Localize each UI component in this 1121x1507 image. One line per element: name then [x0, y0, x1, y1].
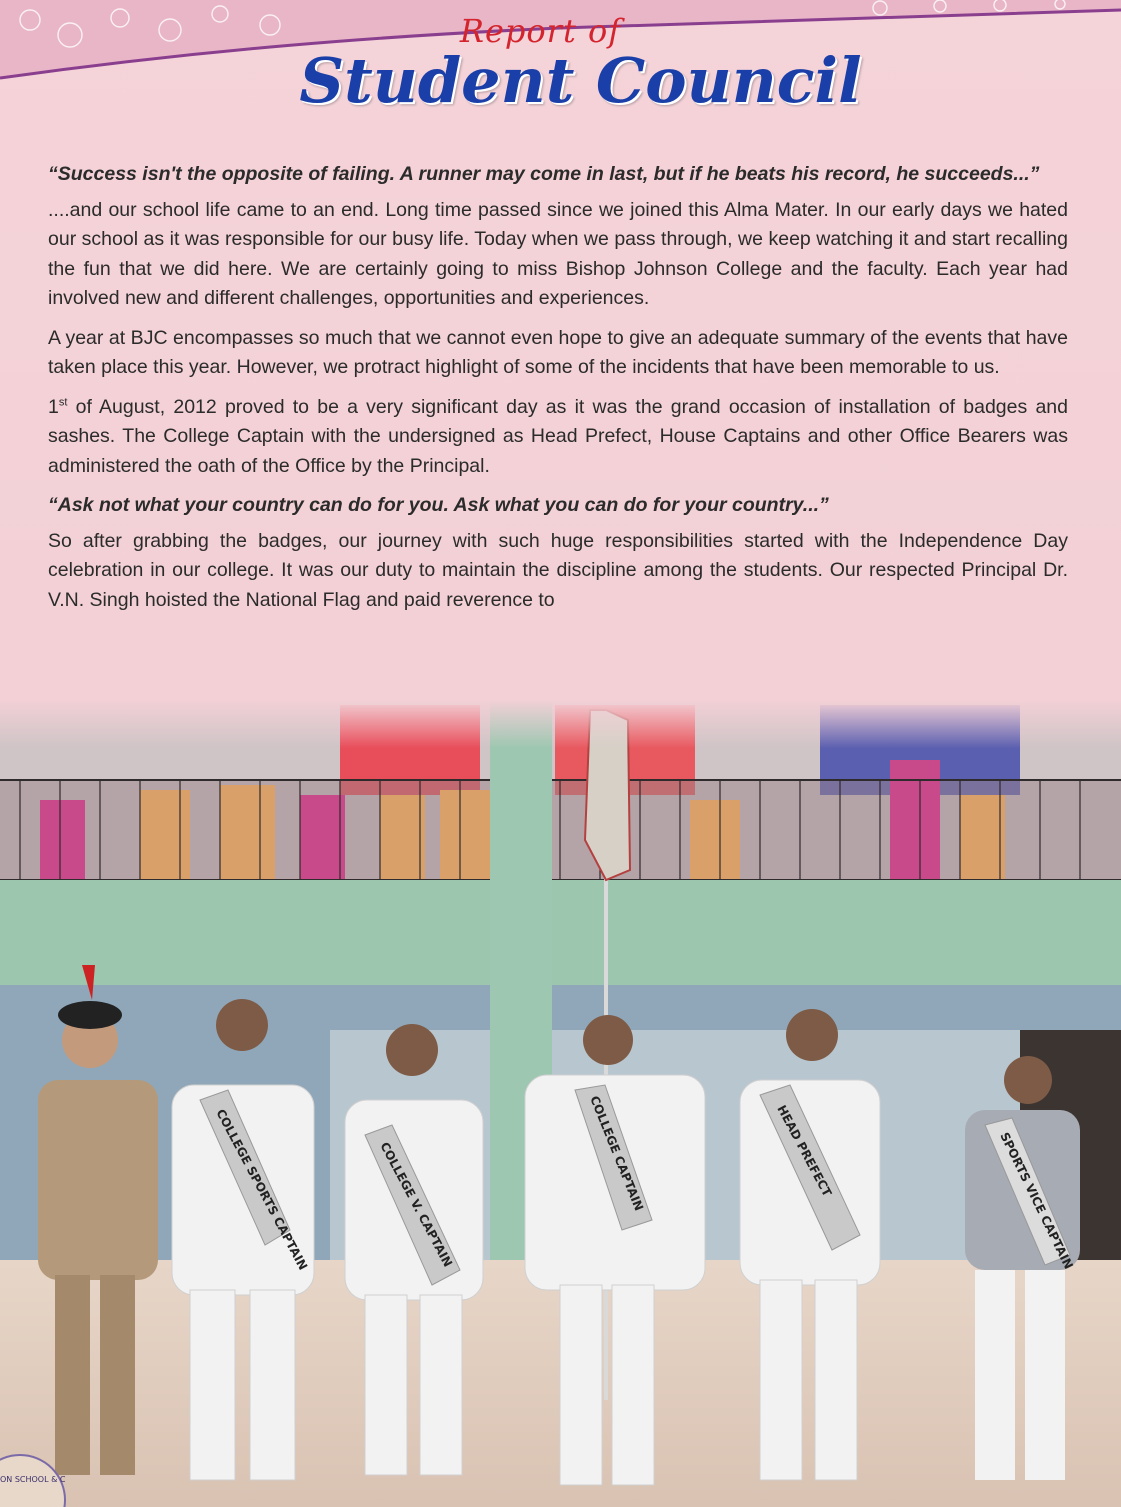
article-body — [48, 160, 1068, 625]
paragraph-2: A year at BJC encompasses so much that we cannot even hope to give an adequate summary of the events that have taken place this year. However, we protract highlight of some of the incidents that have been memorable to us. — [48, 326, 1068, 378]
paragraph-3-text: of August, 2012 proved to be a very significant day as it was the grand occasion of installation of badges and sashes. The College Captain with the undersigned as Head Prefect, House Captains and other Office Bearers was administered the oath of the Office by the Principal. — [48, 395, 1068, 477]
paragraph-1: ....and our school life came to an end. Long time passed since we joined this Alma Mater. In our early days we hated our school as it was responsible for our busy life. Today when we pass through, we keep watching it and start recalling the fun that we did here. We are certainly going to miss Bishop Johnson College and the faculty. Each year had involved new and different challenges, opportunities and experiences. — [48, 198, 1068, 309]
opening-quote: “Success isn't the opposite of failing. A runner may come in last, but if he beats his record, he succeeds...” — [48, 163, 1040, 185]
paragraph-3-day: 1 — [48, 395, 59, 418]
paragraph-3 — [48, 393, 1068, 482]
country-quote: “Ask not what your country can do for you. Ask what you can do for your country...” — [48, 494, 829, 516]
title-report-of: Report of — [459, 12, 622, 50]
paragraph-3-suffix: st — [58, 396, 68, 408]
title-student-council: Student Council — [299, 44, 862, 117]
group-photo — [0, 700, 1121, 1507]
paragraph-4: So after grabbing the badges, our journey with such huge responsibilities started with the Independence Day celebration in our college. It was our duty to maintain the discipline among the students. Our respected Principal Dr. V.N. Singh hoisted the National Flag and paid reverence to — [48, 529, 1068, 611]
page-title — [0, 12, 1121, 117]
